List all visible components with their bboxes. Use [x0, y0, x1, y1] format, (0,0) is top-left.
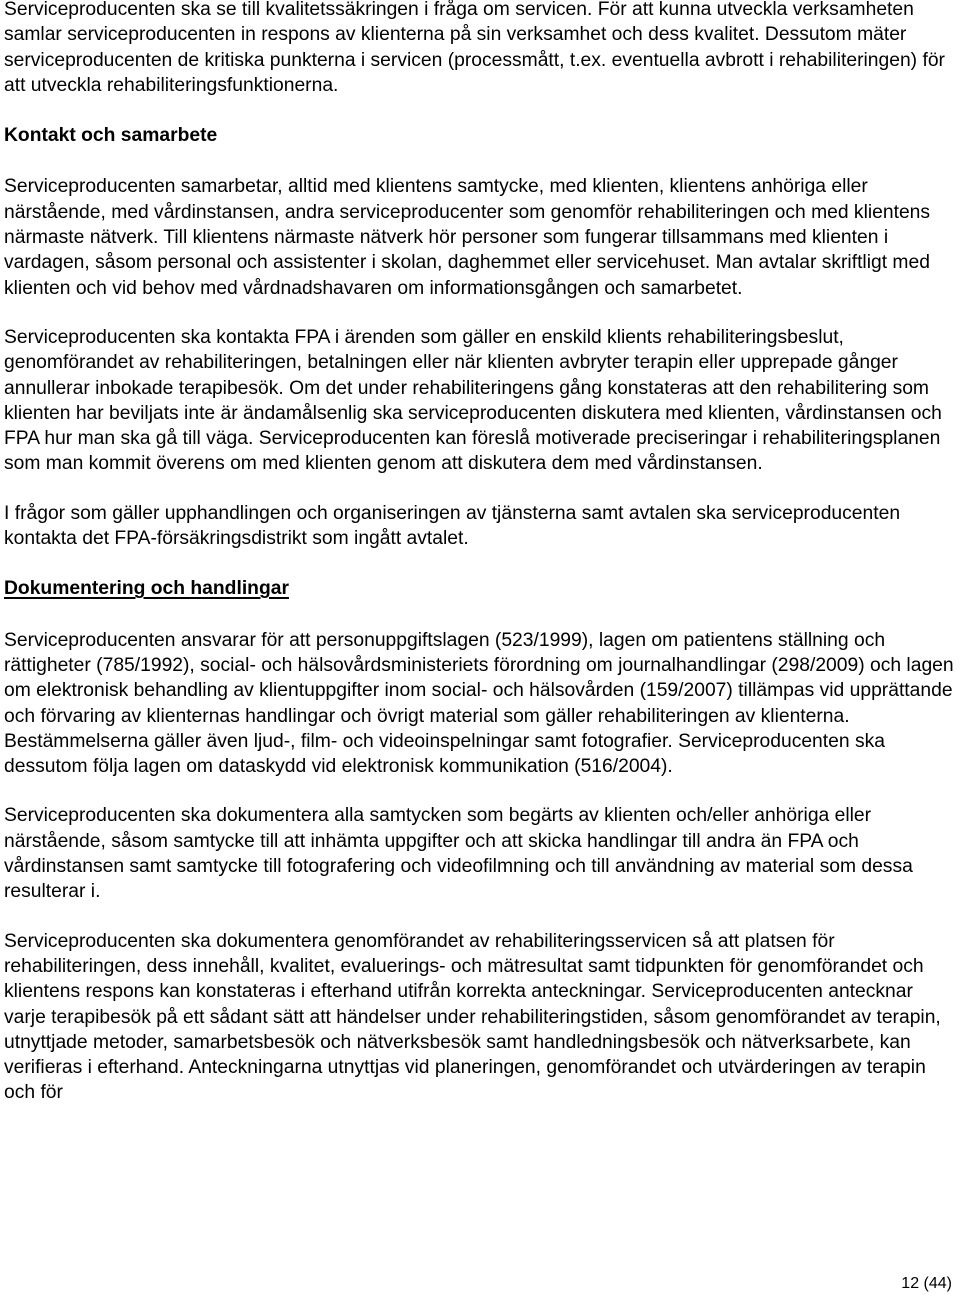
section-heading-dokumentering-och-handlingar: Dokumentering och handlingar [4, 578, 289, 600]
paragraph-lagstiftning: Serviceproducenten ansvarar för att personuppgiftslagen (523/1999), lagen om patientens ställning och rättigheter (785/1992), social- och hälsovårdsministeriets förordning om journalhandlingar (298/2009) och lagen om elektronisk behandling av klientuppgifter inom social- och hälsovården (159/2007) tillämpas vid upprättande och förvaring av klienternas handlingar och övrigt material som gäller rehabiliteringen av klienterna. Bestämmelserna gäller även ljud-, film- och videoinspelningar samt fotografier. Serviceproducenten ska dessutom följa lagen om dataskydd vid elektronisk kommunikation (516/2004). [4, 629, 954, 778]
intro-paragraph: Serviceproducenten ska se till kvalitetssäkringen i fråga om servicen. För att kunna utveckla verksamheten samlar serviceproducenten in respons av klienterna på sin verksamhet och dess kvalitet. Dessutom mäter serviceproducenten de kritiska punkterna i servicen (processmått, t.ex. eventuella avbrott i rehabiliteringen) för att utveckla rehabiliteringsfunktionerna. [4, 0, 945, 96]
page-number: 12 (44) [901, 1275, 952, 1292]
section-heading-kontakt-och-samarbete: Kontakt och samarbete [4, 125, 218, 147]
paragraph-kontakta-fpa: Serviceproducenten ska kontakta FPA i ärenden som gäller en enskild klients rehabiliteringsbeslut, genomförandet av rehabiliteringen, betalningen eller när klienten avbryter terapin eller upprepade gånger annullerar inbokade terapibesök. Om det under rehabiliteringens gång konstateras att den rehabilitering som klienten har beviljats inte är ändamålsenlig ska serviceproducenten diskutera med klienten, vårdinstansen och FPA hur man ska gå till väga. Serviceproducenten kan föreslå motiverade preciseringar i rehabiliteringsplanen som man kommit överens om med klienten genom att diskutera dem med vårdinstansen. [4, 326, 942, 475]
paragraph-upphandling: I frågor som gäller upphandlingen och organiseringen av tjänsterna samt avtalen ska serviceproducenten kontakta det FPA-försäkringsdistrikt som ingått avtalet. [4, 502, 901, 550]
document-page [4, 0, 959, 1106]
paragraph-dokumentering: Serviceproducenten ska dokumentera genomförandet av rehabiliteringsservicen så att platsen för rehabiliteringen, dess innehåll, kvalitet, evaluerings- och mätresultat samt tidpunkten för genomförandet och klientens respons kan konstateras i efterhand utifrån korrekta anteckningar. Serviceproducenten antecknar varje terapibesök på ett sådant sätt att händelser under rehabiliteringstiden, såsom genomförandet av terapin, utnyttjade metoder, samarbetsbesök och nätverksbesök samt handledningsbesök och nätverksarbete, kan verifieras i efterhand. Anteckningarna utnyttjas vid planeringen, genomförandet och utvärderingen av terapin och för [4, 930, 941, 1104]
paragraph-samarbete: Serviceproducenten samarbetar, alltid med klientens samtycke, med klienten, klientens anhöriga eller närstående, med vårdinstansen, andra serviceproducenter som genomför rehabiliteringen och med klientens närmaste nätverk. Till klientens närmaste nätverk hör personer som fungerar tillsammans med klienten i vardagen, såsom personal och assistenter i skolan, daghemmet eller servicehuset. Man avtalar skriftligt med klienten och vid behov med vårdnadshavaren om informationsgången och samarbetet. [4, 176, 931, 299]
paragraph-samtycken: Serviceproducenten ska dokumentera alla samtycken som begärts av klienten och/eller anhöriga eller närstående, såsom samtycke till att inhämta uppgifter och att skicka handlingar till andra än FPA och vårdinstansen samt samtycke till fotografering och videofilmning och till användning av material som dessa resulterar i. [4, 805, 913, 903]
